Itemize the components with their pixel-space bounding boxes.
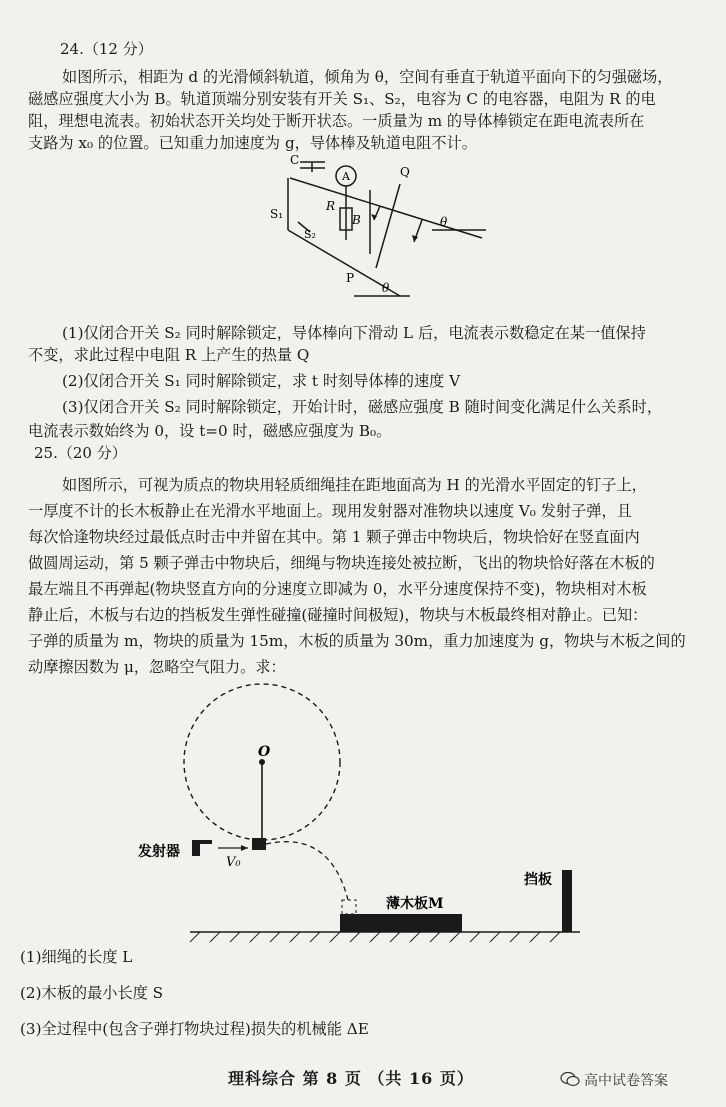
label-baffle: 挡板 [524, 872, 552, 888]
label-board: 薄木板M [386, 896, 444, 912]
q25-line-4: 做圆周运动，第 5 颗子弹击中物块后，细绳与物块连接处被拉断，飞出的物块恰好落在木板的 [28, 554, 655, 572]
q25-figure [130, 680, 600, 970]
q24-circuit-figure [250, 150, 500, 310]
watermark-text: 高中试卷答案 [584, 1073, 668, 1089]
q24-header: 24.（12 分） [60, 40, 153, 58]
q25-line-6: 静止后，木板与右边的挡板发生弹性碰撞(碰撞时间极短)，物块与木板最终相对静止。已知： [28, 606, 648, 624]
q25-line-1: 如图所示，可视为质点的物块用轻质细绳挂在距地面高为 H 的光滑水平固定的钉子上， [62, 476, 647, 494]
label-theta-1: θ [440, 215, 448, 229]
q25-line-2: 一厚度不计的长木板静止在光滑水平地面上。现用发射器对准物块以速度 V₀ 发射子弹，且 [28, 502, 632, 520]
label-v0: V₀ [226, 855, 241, 870]
label-o: O [258, 744, 271, 760]
q24-sub-3b: 电流表示数始终为 0，设 t=0 时，磁感应强度为 B₀。 [28, 422, 392, 440]
label-resistor: R [326, 199, 336, 213]
q24-sub-1b: 不变，求此过程中电阻 R 上产生的热量 Q [28, 346, 310, 364]
label-p: P [346, 271, 355, 285]
label-ammeter: A [342, 170, 350, 183]
q25-sub-3: (3)全过程中(包含子弹打物块过程)损失的机械能 ΔE [20, 1020, 369, 1038]
label-theta-2: θ [382, 281, 390, 295]
q25-header: 25.（20 分） [34, 444, 127, 462]
label-field: B [352, 213, 361, 227]
q24-sub-2: (2)仅闭合开关 S₁ 同时解除锁定，求 t 时刻导体棒的速度 V [62, 372, 461, 390]
q25-sub-2: (2)木板的最小长度 S [20, 984, 164, 1002]
label-s1: S₁ [270, 207, 284, 221]
q25-sub-1: (1)细绳的长度 L [20, 948, 133, 966]
baffle-icon [562, 870, 572, 932]
q24-line-3: 阻，理想电流表。初始状态开关均处于断开状态。一质量为 m 的导体棒锁定在距电流表所在 [28, 112, 645, 130]
block-icon [252, 838, 266, 850]
q24-sub-1a: (1)仅闭合开关 S₂ 同时解除锁定，导体棒向下滑动 L 后，电流表示数稳定在某一值保持 [62, 324, 646, 342]
page-footer: 理科综合 第 8 页 （共 16 页） [228, 1069, 474, 1088]
label-launcher: 发射器 [138, 844, 180, 860]
launcher-icon [192, 840, 212, 856]
label-s2: S₂ [304, 228, 316, 241]
q25-line-5: 最左端且不再弹起(物块竖直方向的分速度立即减为 0，水平分速度保持不变)，物块相对木板 [28, 580, 647, 598]
q25-line-7: 子弹的质量为 m，物块的质量为 15m，木板的质量为 30m，重力加速度为 g，物块与木板之间的 [28, 632, 686, 650]
label-q: Q [400, 165, 410, 179]
q24-line-1: 如图所示，相距为 d 的光滑倾斜轨道，倾角为 θ，空间有垂直于轨道平面向下的匀强磁场， [62, 68, 673, 86]
board-icon [340, 914, 462, 932]
q24-line-4: 支路为 x₀ 的位置。已知重力加速度为 g，导体棒及轨道电阻不计。 [28, 134, 477, 152]
watermark [560, 1070, 668, 1090]
q25-line-8: 动摩擦因数为 μ，忽略空气阻力。求： [28, 658, 286, 676]
label-capacitor: C [290, 153, 300, 167]
q25-line-3: 每次恰逢物块经过最低点时击中并留在其中。第 1 颗子弹击中物块后，物块恰好在竖直面内 [28, 528, 640, 546]
q24-sub-3a: (3)仅闭合开关 S₂ 同时解除锁定，开始计时，磁感应强度 B 随时间变化满足什么关系时， [62, 398, 663, 416]
q24-line-2: 磁感应强度大小为 B。轨道顶端分别安装有开关 S₁、S₂，电容为 C 的电容器，电阻为 R 的电 [28, 90, 656, 108]
wechat-icon [560, 1071, 580, 1087]
